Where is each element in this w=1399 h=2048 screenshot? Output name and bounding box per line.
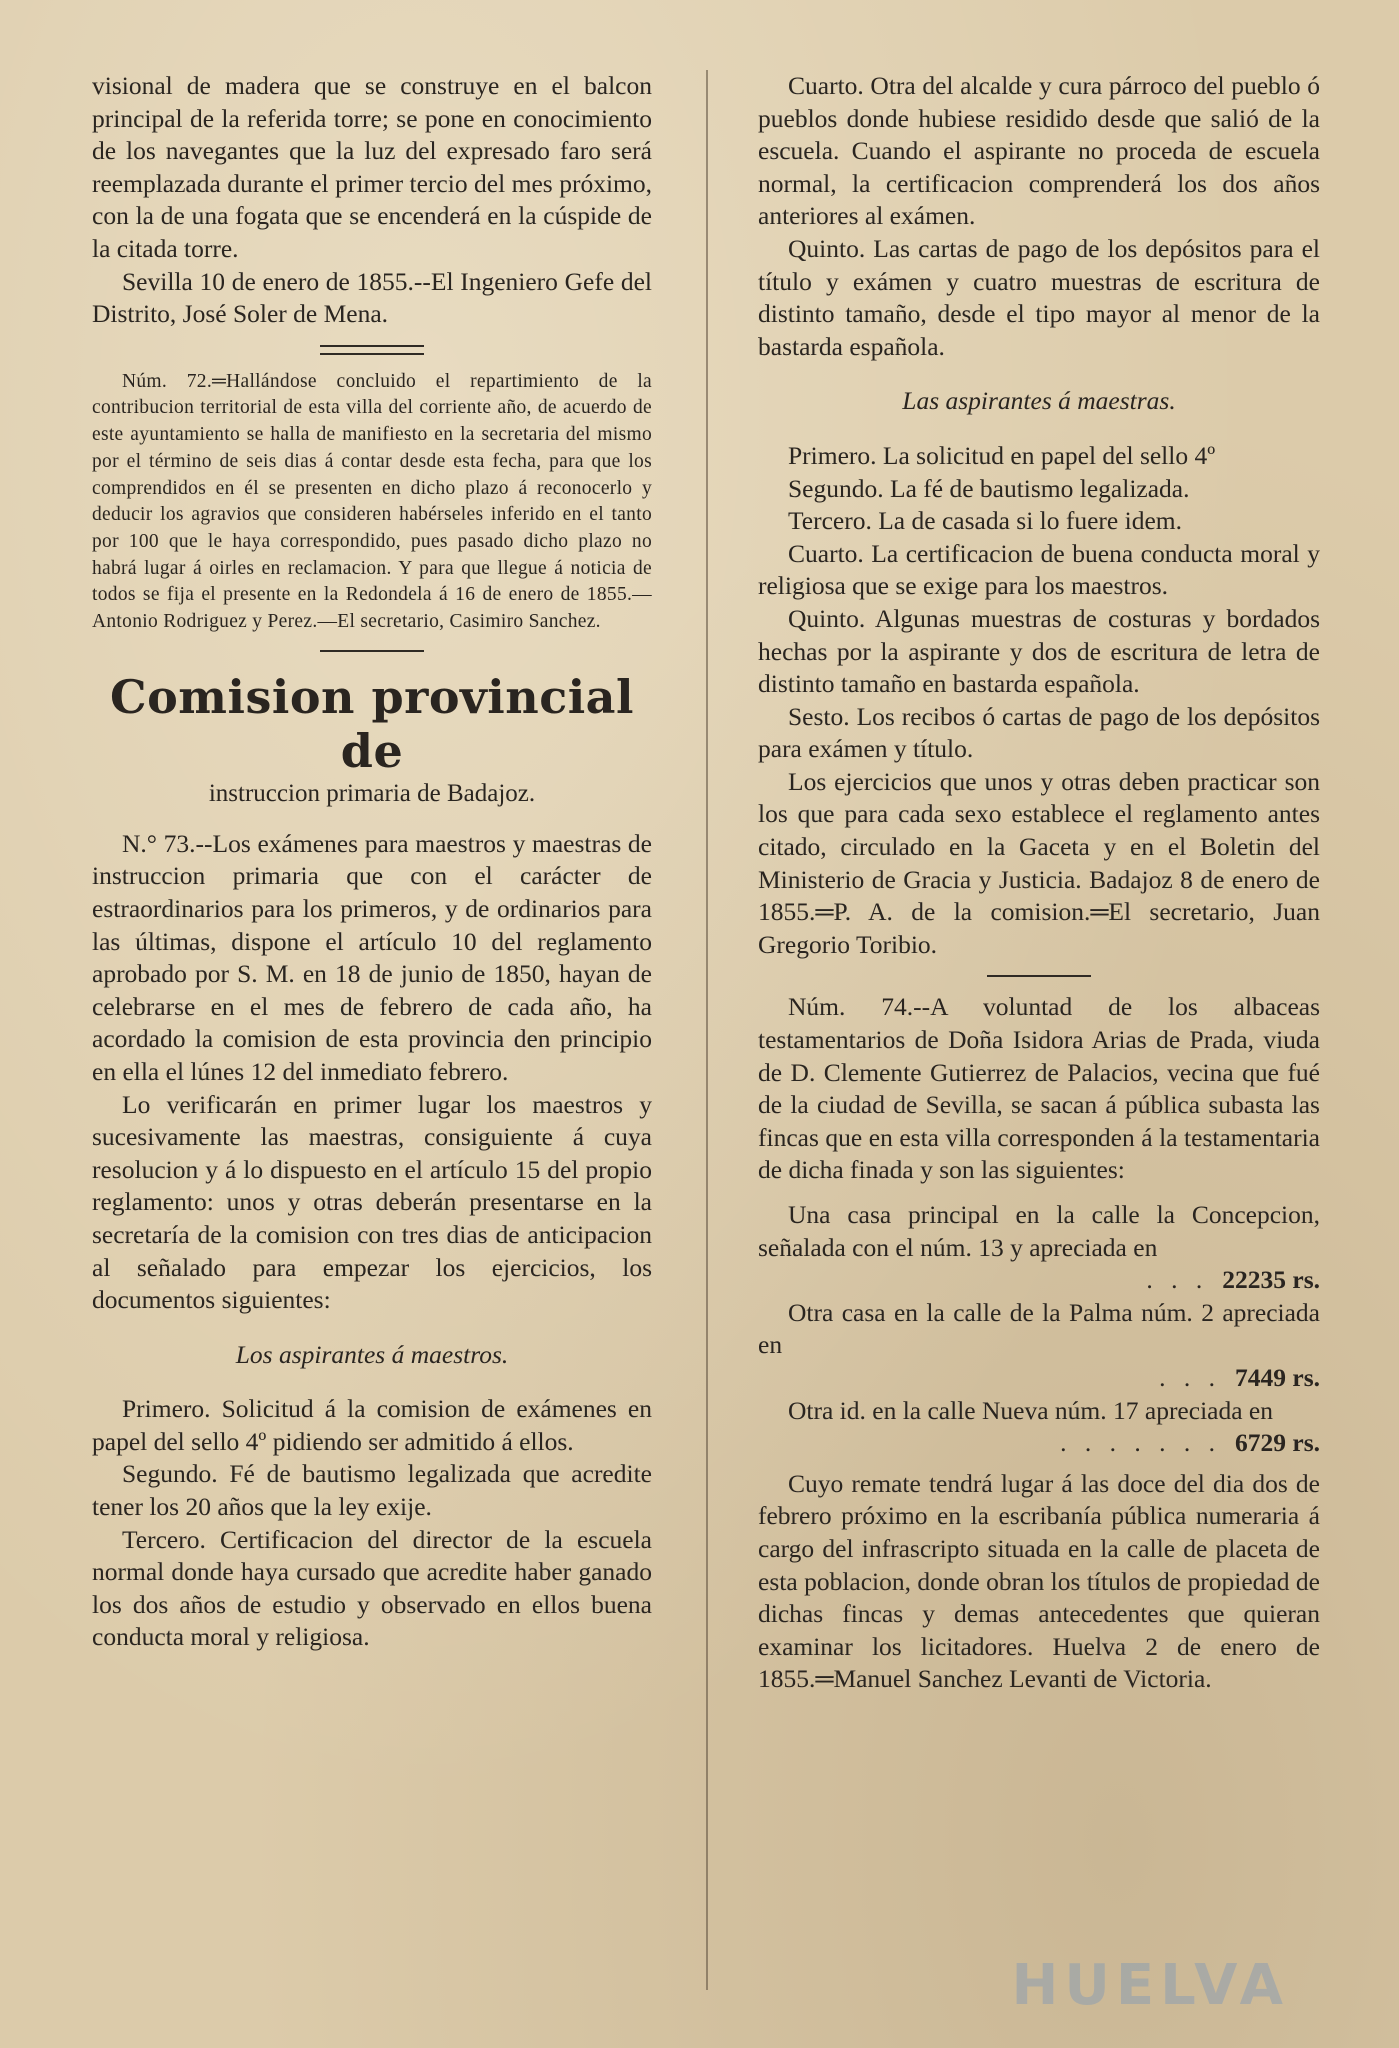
section-subheading: instruccion primaria de Badajoz. [208,779,536,807]
left-column [92,70,652,1654]
property-amount: 6729 rs. [1235,1428,1320,1458]
notice-73-continued: Lo verificarán en primer lugar los maestros y sucesivamente las maestras, consiguiente á cuya resolucion y á lo dispuesto en el artículo 15 del propio reglamento: unos y otras deberán presentarse en la secretaría de la comision con tres dias de anticipacion al señalado para empezar los ejercicios, los documentos siguientes: [92,1089,652,1315]
maestras-heading: Las aspirantes á maestras. [902,386,1176,416]
notice-74: Núm. 74.--A voluntad de los albaceas testamentarios de Doña Isidora Arias de Prada, viuda de D. Clemente Gutierrez de Palacios, vecina que fué de la ciudad de Sevilla, se sacan á pública subasta las fincas que en esta villa corresponden á la testamentaria de dicha finada y son las siguientes: [758,992,1320,1185]
leader-dots: . . . . . . . [1060,1428,1221,1458]
section-divider [320,345,424,355]
lighthouse-notice-text: visional de madera que se construye en el balcon principal de la referida torre; se pone en conocimiento de los navegantes que la luz del expresado faro será reemplazada durante el primer tercio del mes próximo, con la de una fogata que se encenderá en la cúspide de la citada torre. [92,71,652,263]
notice-72: Núm. 72.═Hallándose concluido el repartimiento de la contribucion territorial de esta villa del corriente año, de acuerdo de este ayuntamiento se halla de manifiesto en la secretaria del mismo por el término de seis dias á contar desde esta fecha, para que los comprendidos en él se presenten en dicho plazo á reconocerlo y deducir los agravios que consideren habérseles inferido en el tanto por 100 que le haya correspondido, pues pasado dicho plazo no habrá lugar á oirles en reclamacion. Y para que llegue á noticia de todos se fija el presente en la Redondela á 16 de enero de 1855.—Antonio Rodriguez y Perez.—El secretario, Casimiro Sanchez. [92,370,652,633]
requirement-item: Sesto. Los recibos ó cartas de pago de los depósitos para exámen y título. [758,701,1320,764]
requirement-item: Quinto. Las cartas de pago de los depósitos para el título y exámen y cuatro muestras de escritura de distinto tamaño, desde el tipo mayor al menor de la bastarda española. [758,233,1320,361]
lighthouse-notice-signature: Sevilla 10 de enero de 1855.--El Ingeniero Gefe del Distrito, José Soler de Mena. [92,266,652,329]
requirement-item: Quinto. Algunas muestras de costuras y bordados hechas por la aspirante y dos de escritura de letra de distinto tamaño en bastarda española. [758,603,1320,699]
property-amount: 7449 rs. [1235,1362,1320,1392]
maestros-requirements [92,1393,652,1654]
property-amount: 22235 rs. [1222,1265,1320,1295]
property-label: Otra casa en la calle de la Palma núm. 2 apreciada en [758,1297,1320,1360]
notice-73: N.° 73.--Los exámenes para maestros y maestras de instruccion primaria que con el carácter de estraordinarios para los primeros, y de ordinarios para las últimas, dispone el artículo 10 del reglamento aprobado por S. M. en 18 de junio de 1850, hayan de celebrarse en el mes de febrero de cada año, ha acordado la comision de esta provincia den principio en ella el lúnes 12 del inmediato febrero. [92,828,652,1086]
maestras-requirements [758,440,1320,766]
leader-dots: . . . [1159,1362,1221,1392]
column-rule [706,70,708,1990]
archive-watermark: HUELVA [1011,1953,1289,2018]
right-column [758,70,1320,1696]
property-amount-row [758,1264,1320,1297]
maestros-requirements-continued [758,70,1320,363]
section-heading: Comision provincial de [110,669,634,778]
requirement-item: Segundo. Fé de bautismo legalizada que acredite tener los 20 años que la ley exije. [92,1459,652,1522]
property-label: Otra id. en la calle Nueva núm. 17 apreciada en [788,1395,1273,1425]
requirement-item: Tercero. La de casada si lo fuere idem. [788,506,1182,536]
property-list [758,1199,1320,1460]
maestros-heading: Los aspirantes á maestros. [235,1339,509,1369]
leader-dots: . . . [1146,1265,1209,1295]
section-divider [987,975,1091,977]
property-label: Una casa principal en la calle la Concepcion, señalada con el núm. 13 y apreciada en [758,1200,1320,1262]
property-item [758,1199,1320,1264]
property-amount-row [758,1362,1320,1395]
requirement-item: Cuarto. Otra del alcalde y cura párroco del pueblo ó pueblos donde hubiese residido desde que salió de la escuela. Cuando el aspirante no proceda de escuela normal, la certificacion comprenderá los dos años anteriores al exámen. [758,71,1320,231]
section-divider [320,650,424,652]
property-item [758,1297,1320,1362]
requirement-item: Primero. Solicitud á la comision de exámenes en papel del sello 4º pidiendo ser admitido á ellos. [92,1394,652,1456]
requirement-item: Segundo. La fé de bautismo legalizada. [788,473,1190,503]
auction-paragraph: Cuyo remate tendrá lugar á las doce del dia dos de febrero próximo en la escribanía pública numeraria á cargo del infrascripto situada en la calle de placeta de esta poblacion, donde obran los títulos de propiedad de dichas fincas y demas antecedentes que quieran examinar los licitadores. Huelva 2 de enero de 1855.═Manuel Sanchez Levanti de Victoria. [758,1468,1320,1694]
ejercicios-paragraph: Los ejercicios que unos y otras deben practicar son los que para cada sexo establece el reglamento antes citado, circulado en la Gaceta y en el Boletin del Ministerio de Gracia y Justicia. Badajoz 8 de enero de 1855.═P. A. de la comision.═El secretario, Juan Gregorio Toribio. [758,766,1320,959]
requirement-item: Tercero. Certificacion del director de la escuela normal donde haya cursado que acredite haber ganado los dos años de estudio y observado en ellos buena conducta moral y religiosa. [92,1524,652,1652]
requirement-item: Cuarto. La certificacion de buena conducta moral y religiosa que se exige para los maestros. [758,538,1320,601]
property-amount-row [758,1427,1320,1460]
property-item [758,1395,1320,1428]
requirement-item: Primero. La solicitud en papel del sello 4º [788,440,1216,470]
